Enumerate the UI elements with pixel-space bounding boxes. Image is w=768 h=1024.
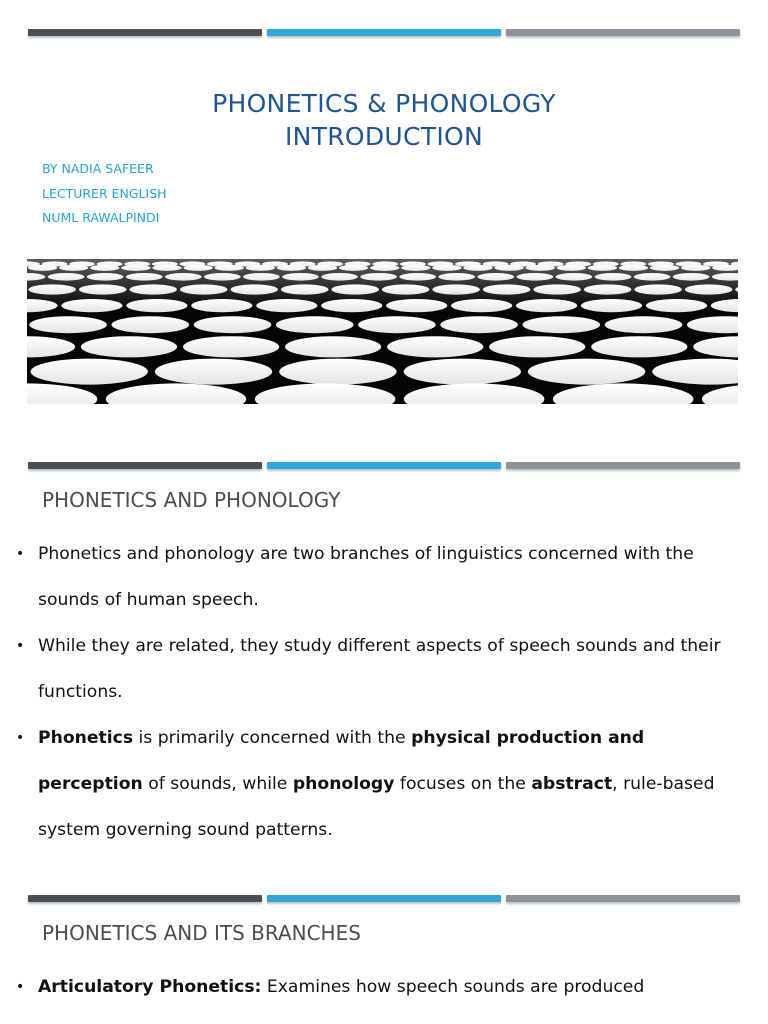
divider-segment-gray bbox=[506, 462, 740, 469]
byline-position: LECTURER ENGLISH bbox=[42, 185, 167, 201]
term-physical-production: physical production and perception bbox=[38, 728, 645, 794]
list-item bbox=[16, 623, 728, 715]
bullet-text: is primarily concerned with the bbox=[133, 728, 412, 748]
divider-segment-gray bbox=[506, 895, 740, 902]
list-item bbox=[16, 715, 728, 853]
bullet-text: Examines how speech sounds are produced bbox=[261, 977, 645, 997]
list-item bbox=[16, 964, 728, 1010]
bullet-dot: • bbox=[16, 730, 25, 746]
divider-bar bbox=[28, 895, 740, 902]
divider-segment-blue bbox=[267, 462, 501, 469]
section-heading: PHONETICS AND ITS BRANCHES bbox=[42, 921, 361, 945]
divider-segment-blue bbox=[267, 895, 501, 902]
term-abstract: abstract bbox=[531, 774, 613, 794]
bullet-dot: • bbox=[16, 546, 25, 562]
circles-pattern-graphic bbox=[27, 259, 738, 404]
divider-segment-dark bbox=[28, 29, 262, 36]
slide-title bbox=[0, 0, 768, 450]
divider-bar bbox=[28, 29, 740, 36]
slide-phonetics-phonology bbox=[0, 450, 768, 890]
bullet-text: , rule-based system governing sound patterns. bbox=[38, 774, 715, 840]
divider-segment-dark bbox=[28, 895, 262, 902]
term-articulatory-phonetics: Articulatory Phonetics: bbox=[38, 977, 262, 997]
slide-title-text bbox=[0, 87, 768, 153]
divider-segment-gray bbox=[506, 29, 740, 36]
title-line-1: PHONETICS & PHONOLOGY bbox=[212, 89, 556, 118]
slide-phonetics-branches bbox=[0, 890, 768, 1024]
author-byline bbox=[42, 157, 167, 231]
circles-pattern-image bbox=[27, 259, 738, 404]
bullet-dot: • bbox=[16, 979, 25, 995]
term-phonology: phonology bbox=[292, 774, 395, 794]
bullet-list bbox=[16, 531, 728, 853]
section-heading: PHONETICS AND PHONOLOGY bbox=[42, 488, 341, 512]
byline-institution: NUML RAWALPINDI bbox=[42, 210, 160, 225]
title-line-2: INTRODUCTION bbox=[284, 122, 484, 151]
list-item bbox=[16, 531, 728, 623]
term-phonetics: Phonetics bbox=[38, 728, 134, 748]
divider-bar bbox=[28, 462, 740, 469]
byline-author: BY NADIA SAFEER bbox=[42, 161, 154, 176]
bullet-dot: • bbox=[16, 638, 25, 654]
divider-segment-blue bbox=[267, 29, 501, 36]
bullet-text: While they are related, they study different aspects of speech sounds and their functions. bbox=[38, 636, 721, 702]
bullet-text: focuses on the bbox=[394, 774, 532, 794]
bullet-text: of sounds, while bbox=[142, 774, 293, 794]
bullet-list bbox=[16, 964, 728, 1010]
divider-segment-dark bbox=[28, 462, 262, 469]
bullet-text: Phonetics and phonology are two branches of linguistics concerned with the sounds of human speech. bbox=[38, 544, 694, 610]
